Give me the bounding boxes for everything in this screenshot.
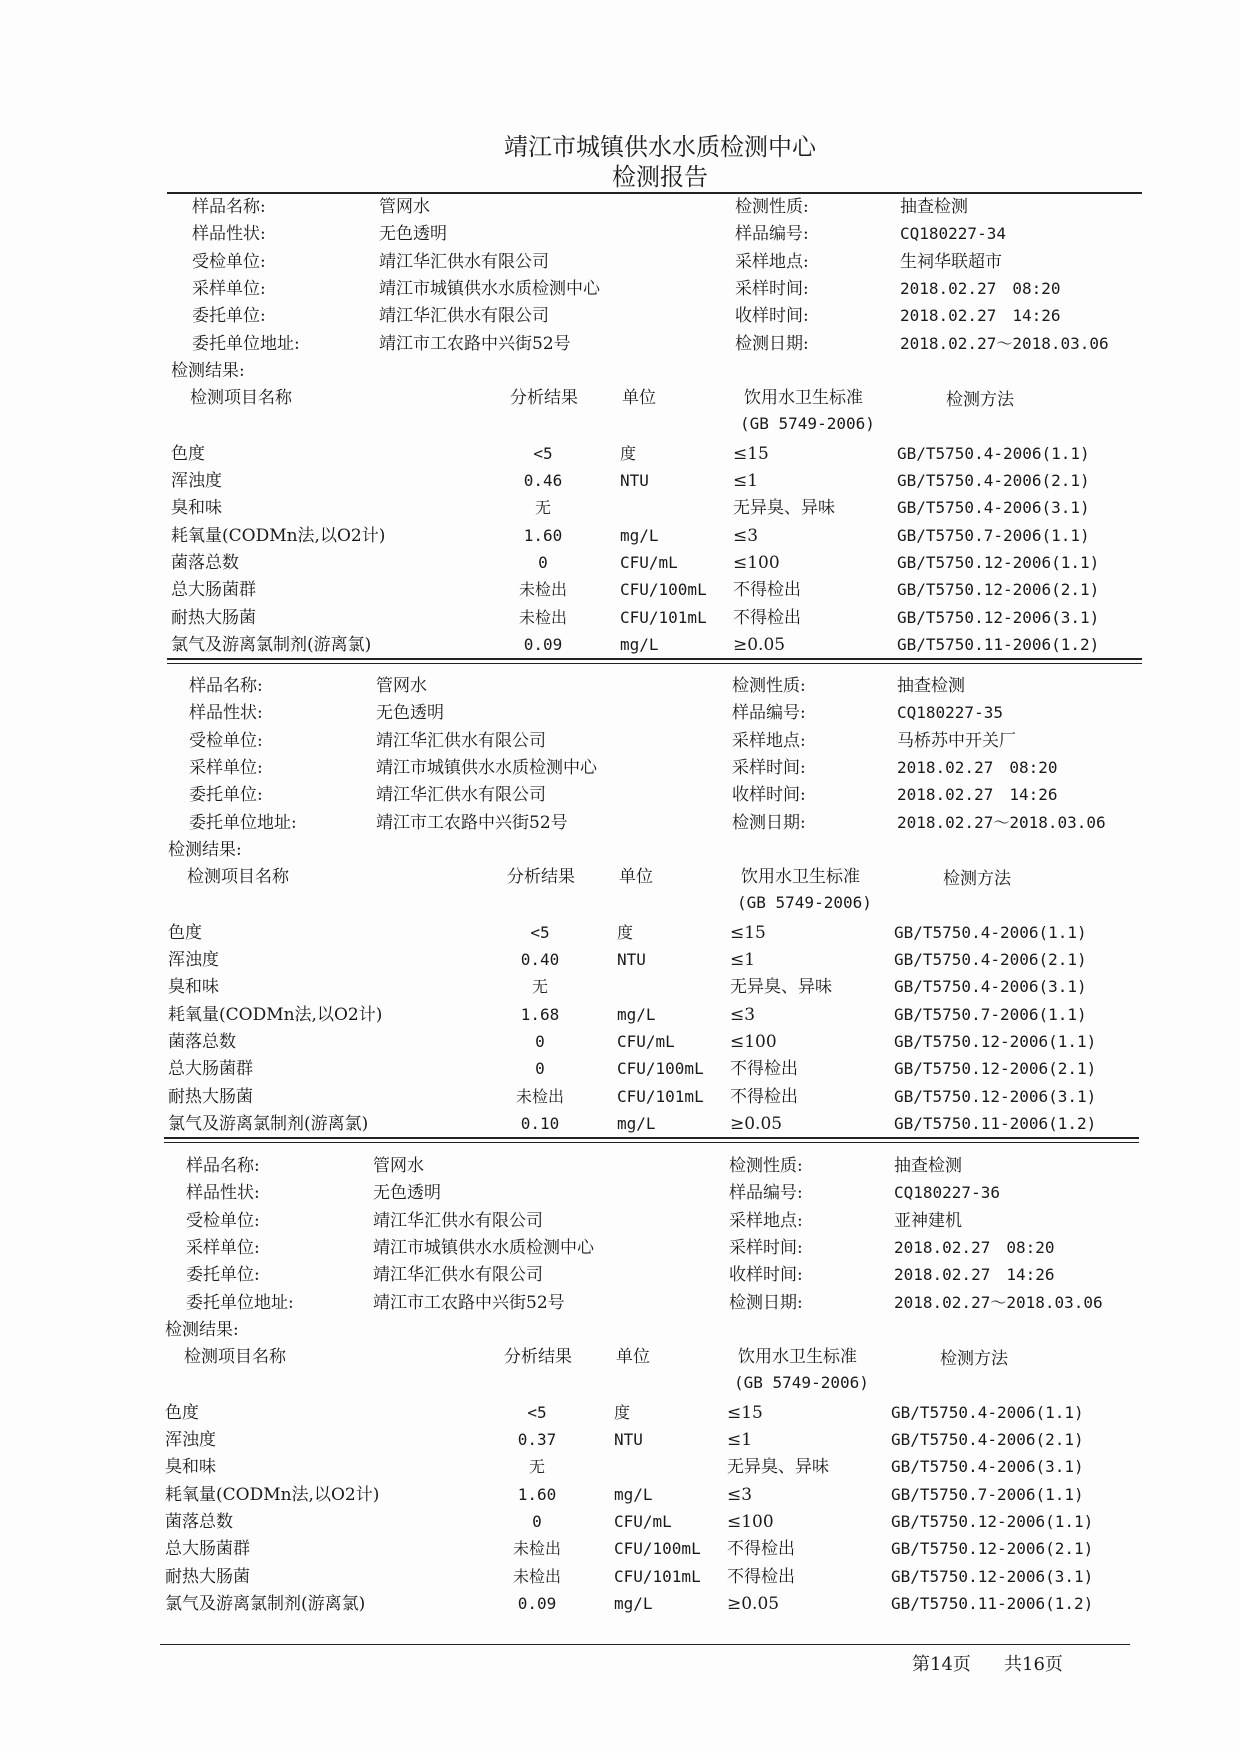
cell-item: 耗氧量(CODMn法,以O2计): [171, 525, 386, 546]
table-row: [0, 1086, 1240, 1112]
cell-standard: ≤3: [730, 1004, 756, 1025]
cell-method: GB/T5750.11-2006(1.2): [897, 634, 1100, 654]
cell-item: 浑浊度: [168, 950, 219, 971]
top-rule: [167, 192, 1142, 194]
cell-method: GB/T5750.11-2006(1.2): [891, 1593, 1094, 1613]
info-value-test-nature: 抽查检测: [894, 1156, 962, 1176]
cell-unit: mg/L: [620, 634, 659, 654]
info-label-sample-no: 样品编号:: [735, 224, 809, 245]
cell-unit: mg/L: [617, 1113, 656, 1133]
cell-result: 0.09: [517, 1593, 557, 1613]
cell-unit: mg/L: [614, 1593, 653, 1613]
sample-section: [0, 1155, 1240, 1625]
info-label-sample-no: 样品编号:: [732, 703, 806, 724]
col-header-method: 检测方法: [943, 868, 1011, 889]
cell-method: GB/T5750.7-2006(1.1): [891, 1484, 1084, 1504]
table-row: [0, 470, 1240, 496]
cell-standard: ≤3: [733, 525, 759, 546]
cell-unit: CFU/101mL: [620, 607, 707, 627]
col-header-method: 检测方法: [940, 1348, 1008, 1369]
cell-unit: CFU/100mL: [620, 580, 707, 600]
cell-method: GB/T5750.12-2006(3.1): [894, 1086, 1097, 1106]
cell-standard: ≥0.05: [730, 1113, 783, 1134]
cell-method: GB/T5750.4-2006(1.1): [894, 922, 1087, 942]
info-value-sampling-time: 2018.02.27 08:20: [897, 757, 1058, 777]
info-value-sampling-unit: 靖江市城镇供水水质检测中心: [373, 1237, 594, 1258]
info-label-receive-time: 收样时间:: [729, 1265, 803, 1286]
table-row: [0, 525, 1240, 551]
cell-item: 臭和味: [168, 977, 219, 998]
bottom-rule: [160, 1644, 1130, 1645]
info-label-sampling-unit: 采样单位:: [192, 278, 266, 299]
cell-standard: 不得检出: [727, 1566, 795, 1587]
info-value-test-nature: 抽查检测: [900, 197, 968, 217]
table-row: [0, 1456, 1240, 1482]
section-divider-upper: [167, 658, 1142, 660]
section-divider-lower: [167, 663, 1142, 664]
cell-result: 1.60: [523, 525, 563, 545]
info-value-entrust-unit: 靖江华汇供水有限公司: [379, 306, 549, 327]
cell-result: 未检出: [512, 1539, 561, 1559]
cell-result: <5: [533, 443, 553, 463]
info-value-test-date: 2018.02.27～2018.03.06: [897, 812, 1106, 832]
info-label-inspected-unit: 受检单位:: [186, 1210, 260, 1231]
cell-method: GB/T5750.4-2006(2.1): [894, 950, 1087, 970]
table-row: [0, 922, 1240, 948]
cell-standard: ≤1: [730, 950, 756, 971]
table-row: [0, 497, 1240, 523]
cell-method: GB/T5750.11-2006(1.2): [894, 1113, 1097, 1133]
col-header-item: 检测项目名称: [187, 866, 289, 887]
cell-result: 0.10: [520, 1113, 560, 1133]
info-label-test-nature: 检测性质:: [729, 1156, 803, 1176]
cell-unit: CFU/mL: [617, 1032, 675, 1051]
info-value-sampling-time: 2018.02.27 08:20: [894, 1237, 1055, 1257]
cell-method: GB/T5750.12-2006(3.1): [891, 1566, 1094, 1586]
table-row: [0, 1511, 1240, 1537]
info-label-sampling-time: 采样时间:: [732, 757, 806, 778]
info-label-sampling-site: 采样地点:: [735, 251, 809, 272]
cell-unit: mg/L: [614, 1484, 653, 1504]
info-value-sampling-site: 生祠华联超市: [900, 251, 1002, 272]
info-value-sampling-site: 马桥苏中开关厂: [897, 730, 1016, 751]
info-value-sampling-site: 亚神建机: [894, 1210, 962, 1231]
info-value-sample-name: 管网水: [376, 676, 427, 696]
cell-standard: 无异臭、异味: [730, 977, 832, 998]
col-header-unit: 单位: [619, 866, 653, 887]
cell-method: GB/T5750.4-2006(3.1): [897, 498, 1090, 518]
col-header-result: 分析结果: [507, 866, 575, 887]
cell-unit: CFU/100mL: [617, 1059, 704, 1079]
col-header-standard-sub: (GB 5749-2006): [734, 1372, 869, 1392]
cell-standard: ≥0.05: [733, 634, 786, 655]
info-label-sampling-unit: 采样单位:: [189, 757, 263, 778]
col-header-method: 检测方法: [946, 389, 1014, 410]
table-row: [0, 579, 1240, 605]
results-label: 检测结果:: [171, 360, 245, 381]
info-label-sample-trait: 样品性状:: [192, 224, 266, 245]
table-row: [0, 1484, 1240, 1510]
cell-result: 1.68: [520, 1004, 560, 1024]
cell-standard: ≤15: [727, 1402, 763, 1423]
info-label-sample-name: 样品名称:: [192, 197, 266, 217]
info-label-entrust-address: 委托单位地址:: [189, 812, 297, 833]
cell-method: GB/T5750.12-2006(2.1): [891, 1539, 1094, 1559]
cell-standard: 无异臭、异味: [727, 1457, 829, 1478]
cell-result: 无: [528, 1457, 545, 1477]
cell-unit: CFU/101mL: [617, 1086, 704, 1106]
cell-method: GB/T5750.12-2006(3.1): [897, 607, 1100, 627]
cell-item: 浑浊度: [165, 1430, 216, 1451]
cell-unit: CFU/100mL: [614, 1539, 701, 1559]
info-label-sample-trait: 样品性状:: [186, 1183, 260, 1204]
table-row: [0, 1566, 1240, 1592]
cell-method: GB/T5750.4-2006(3.1): [894, 977, 1087, 997]
cell-item: 色度: [165, 1402, 199, 1423]
cell-unit: mg/L: [620, 525, 659, 545]
info-value-entrust-unit: 靖江华汇供水有限公司: [373, 1265, 543, 1286]
col-header-standard: 饮用水卫生标准: [741, 866, 860, 887]
info-value-test-nature: 抽查检测: [897, 676, 965, 696]
cell-method: GB/T5750.4-2006(2.1): [891, 1430, 1084, 1450]
info-value-sample-no: CQ180227-34: [900, 224, 1006, 244]
cell-standard: ≥0.05: [727, 1593, 780, 1614]
cell-result: 无: [531, 977, 548, 997]
info-value-sampling-unit: 靖江市城镇供水水质检测中心: [379, 278, 600, 299]
info-value-sample-no: CQ180227-35: [897, 703, 1003, 723]
cell-result: 无: [534, 498, 551, 518]
cell-unit: CFU/mL: [614, 1512, 672, 1531]
info-label-sample-trait: 样品性状:: [189, 703, 263, 724]
info-value-receive-time: 2018.02.27 14:26: [900, 306, 1061, 326]
info-label-entrust-address: 委托单位地址:: [186, 1292, 294, 1313]
info-label-sampling-unit: 采样单位:: [186, 1237, 260, 1258]
results-label: 检测结果:: [168, 839, 242, 860]
table-row: [0, 552, 1240, 578]
info-label-test-nature: 检测性质:: [732, 676, 806, 696]
info-value-test-date: 2018.02.27～2018.03.06: [900, 333, 1109, 353]
cell-standard: 不得检出: [730, 1059, 798, 1080]
col-header-item: 检测项目名称: [190, 387, 292, 408]
info-value-entrust-address: 靖江市工农路中兴街52号: [376, 812, 568, 833]
info-value-entrust-address: 靖江市工农路中兴街52号: [373, 1292, 565, 1313]
cell-result: 0.37: [517, 1430, 557, 1450]
cell-unit: NTU: [620, 471, 649, 491]
cell-unit: NTU: [617, 950, 646, 970]
cell-method: GB/T5750.7-2006(1.1): [894, 1004, 1087, 1024]
cell-result: 0: [532, 1512, 542, 1531]
cell-result: 0.09: [523, 634, 563, 654]
cell-item: 氯气及游离氯制剂(游离氯): [168, 1113, 369, 1134]
info-label-entrust-unit: 委托单位:: [189, 785, 263, 806]
table-row: [0, 1538, 1240, 1564]
cell-method: GB/T5750.12-2006(1.1): [897, 553, 1100, 572]
cell-result: 0: [538, 553, 548, 572]
info-value-entrust-address: 靖江市工农路中兴街52号: [379, 333, 571, 354]
sample-section: [0, 196, 1240, 666]
info-label-sampling-time: 采样时间:: [735, 278, 809, 299]
info-label-test-date: 检测日期:: [732, 812, 806, 833]
cell-unit: 度: [614, 1402, 631, 1422]
col-header-standard-sub: (GB 5749-2006): [737, 892, 872, 912]
cell-standard: ≤100: [733, 553, 780, 573]
cell-standard: ≤15: [730, 922, 766, 943]
results-label: 检测结果:: [165, 1319, 239, 1340]
table-row: [0, 1593, 1240, 1619]
cell-unit: CFU/101mL: [614, 1566, 701, 1586]
cell-standard: ≤100: [730, 1032, 777, 1052]
info-value-inspected-unit: 靖江华汇供水有限公司: [373, 1210, 543, 1231]
cell-result: 0: [535, 1032, 545, 1051]
cell-standard: ≤1: [733, 471, 759, 492]
cell-standard: ≤1: [727, 1430, 753, 1451]
cell-result: 未检出: [512, 1566, 561, 1586]
cell-item: 臭和味: [165, 1457, 216, 1478]
cell-method: GB/T5750.12-2006(2.1): [897, 580, 1100, 600]
info-value-sample-name: 管网水: [379, 197, 430, 217]
col-header-unit: 单位: [616, 1346, 650, 1367]
cell-result: 未检出: [518, 607, 567, 627]
col-header-item: 检测项目名称: [184, 1346, 286, 1367]
info-label-sample-name: 样品名称:: [189, 676, 263, 696]
table-row: [0, 949, 1240, 975]
cell-standard: 不得检出: [733, 607, 801, 628]
table-row: [0, 1113, 1240, 1139]
table-row: [0, 1429, 1240, 1455]
col-header-standard: 饮用水卫生标准: [738, 1346, 857, 1367]
cell-method: GB/T5750.12-2006(1.1): [891, 1512, 1094, 1531]
col-header-result: 分析结果: [504, 1346, 572, 1367]
cell-unit: mg/L: [617, 1004, 656, 1024]
cell-result: 0.46: [523, 471, 563, 491]
info-label-sampling-site: 采样地点:: [729, 1210, 803, 1231]
info-value-receive-time: 2018.02.27 14:26: [897, 785, 1058, 805]
cell-standard: ≤100: [727, 1512, 774, 1532]
info-label-sampling-time: 采样时间:: [729, 1237, 803, 1258]
info-label-sample-name: 样品名称:: [186, 1156, 260, 1176]
cell-unit: 度: [617, 922, 634, 942]
info-value-entrust-unit: 靖江华汇供水有限公司: [376, 785, 546, 806]
info-label-entrust-address: 委托单位地址:: [192, 333, 300, 354]
cell-item: 氯气及游离氯制剂(游离氯): [171, 634, 372, 655]
section-divider-lower: [164, 1142, 1139, 1143]
cell-standard: 不得检出: [730, 1086, 798, 1107]
info-value-sampling-time: 2018.02.27 08:20: [900, 278, 1061, 298]
table-row: [0, 443, 1240, 469]
table-row: [0, 634, 1240, 660]
page-number: 第14页: [912, 1654, 971, 1675]
info-label-test-nature: 检测性质:: [735, 197, 809, 217]
cell-result: 0.40: [520, 950, 560, 970]
cell-method: GB/T5750.12-2006(1.1): [894, 1032, 1097, 1051]
cell-item: 耐热大肠菌: [171, 607, 256, 628]
info-label-test-date: 检测日期:: [729, 1292, 803, 1313]
info-value-sample-name: 管网水: [373, 1156, 424, 1176]
cell-item: 菌落总数: [168, 1032, 236, 1052]
info-value-sample-trait: 无色透明: [376, 703, 444, 724]
cell-unit: NTU: [614, 1430, 643, 1450]
cell-standard: 不得检出: [733, 580, 801, 601]
info-value-sample-no: CQ180227-36: [894, 1183, 1000, 1203]
cell-method: GB/T5750.4-2006(1.1): [891, 1402, 1084, 1422]
table-row: [0, 607, 1240, 633]
info-label-receive-time: 收样时间:: [735, 306, 809, 327]
cell-item: 耗氧量(CODMn法,以O2计): [165, 1484, 380, 1505]
cell-method: GB/T5750.12-2006(2.1): [894, 1059, 1097, 1079]
cell-result: <5: [530, 922, 550, 942]
cell-item: 臭和味: [171, 498, 222, 519]
info-value-inspected-unit: 靖江华汇供水有限公司: [379, 251, 549, 272]
cell-item: 总大肠菌群: [168, 1059, 253, 1080]
table-row: [0, 1058, 1240, 1084]
cell-result: <5: [527, 1402, 547, 1422]
cell-standard: ≤15: [733, 443, 769, 464]
info-value-receive-time: 2018.02.27 14:26: [894, 1265, 1055, 1285]
page-total: 共16页: [1004, 1654, 1063, 1675]
cell-item: 菌落总数: [171, 553, 239, 573]
cell-item: 总大肠菌群: [171, 580, 256, 601]
cell-result: 未检出: [518, 580, 567, 600]
col-header-standard-sub: (GB 5749-2006): [740, 413, 875, 433]
cell-result: 0: [535, 1059, 545, 1079]
org-title: 靖江市城镇供水水质检测中心: [504, 133, 816, 161]
sample-section: [0, 675, 1240, 1145]
cell-item: 耗氧量(CODMn法,以O2计): [168, 1004, 383, 1025]
cell-item: 耐热大肠菌: [168, 1086, 253, 1107]
section-divider-upper: [164, 1137, 1139, 1139]
col-header-standard: 饮用水卫生标准: [744, 387, 863, 408]
info-value-test-date: 2018.02.27～2018.03.06: [894, 1292, 1103, 1312]
info-label-sampling-site: 采样地点:: [732, 730, 806, 751]
cell-unit: 度: [620, 443, 637, 463]
info-value-inspected-unit: 靖江华汇供水有限公司: [376, 730, 546, 751]
col-header-result: 分析结果: [510, 387, 578, 408]
info-label-sample-no: 样品编号:: [729, 1183, 803, 1204]
table-row: [0, 1004, 1240, 1030]
cell-method: GB/T5750.4-2006(2.1): [897, 471, 1090, 491]
info-label-entrust-unit: 委托单位:: [186, 1265, 260, 1286]
cell-method: GB/T5750.7-2006(1.1): [897, 525, 1090, 545]
info-label-test-date: 检测日期:: [735, 333, 809, 354]
cell-item: 总大肠菌群: [165, 1539, 250, 1560]
cell-method: GB/T5750.4-2006(1.1): [897, 443, 1090, 463]
col-header-unit: 单位: [622, 387, 656, 408]
info-label-inspected-unit: 受检单位:: [192, 251, 266, 272]
cell-standard: 无异臭、异味: [733, 498, 835, 519]
cell-item: 耐热大肠菌: [165, 1566, 250, 1587]
cell-item: 氯气及游离氯制剂(游离氯): [165, 1593, 366, 1614]
cell-method: GB/T5750.4-2006(3.1): [891, 1457, 1084, 1477]
cell-unit: CFU/mL: [620, 553, 678, 572]
cell-result: 1.60: [517, 1484, 557, 1504]
cell-item: 色度: [168, 922, 202, 943]
cell-standard: ≤3: [727, 1484, 753, 1505]
info-label-receive-time: 收样时间:: [732, 785, 806, 806]
cell-item: 浑浊度: [171, 471, 222, 492]
table-row: [0, 1402, 1240, 1428]
cell-standard: 不得检出: [727, 1539, 795, 1560]
info-label-inspected-unit: 受检单位:: [189, 730, 263, 751]
info-value-sampling-unit: 靖江市城镇供水水质检测中心: [376, 757, 597, 778]
info-label-entrust-unit: 委托单位:: [192, 306, 266, 327]
cell-item: 菌落总数: [165, 1512, 233, 1532]
report-title: 检测报告: [612, 163, 708, 191]
cell-result: 未检出: [515, 1086, 564, 1106]
cell-item: 色度: [171, 443, 205, 464]
table-row: [0, 1031, 1240, 1057]
info-value-sample-trait: 无色透明: [379, 224, 447, 245]
table-row: [0, 976, 1240, 1002]
info-value-sample-trait: 无色透明: [373, 1183, 441, 1204]
